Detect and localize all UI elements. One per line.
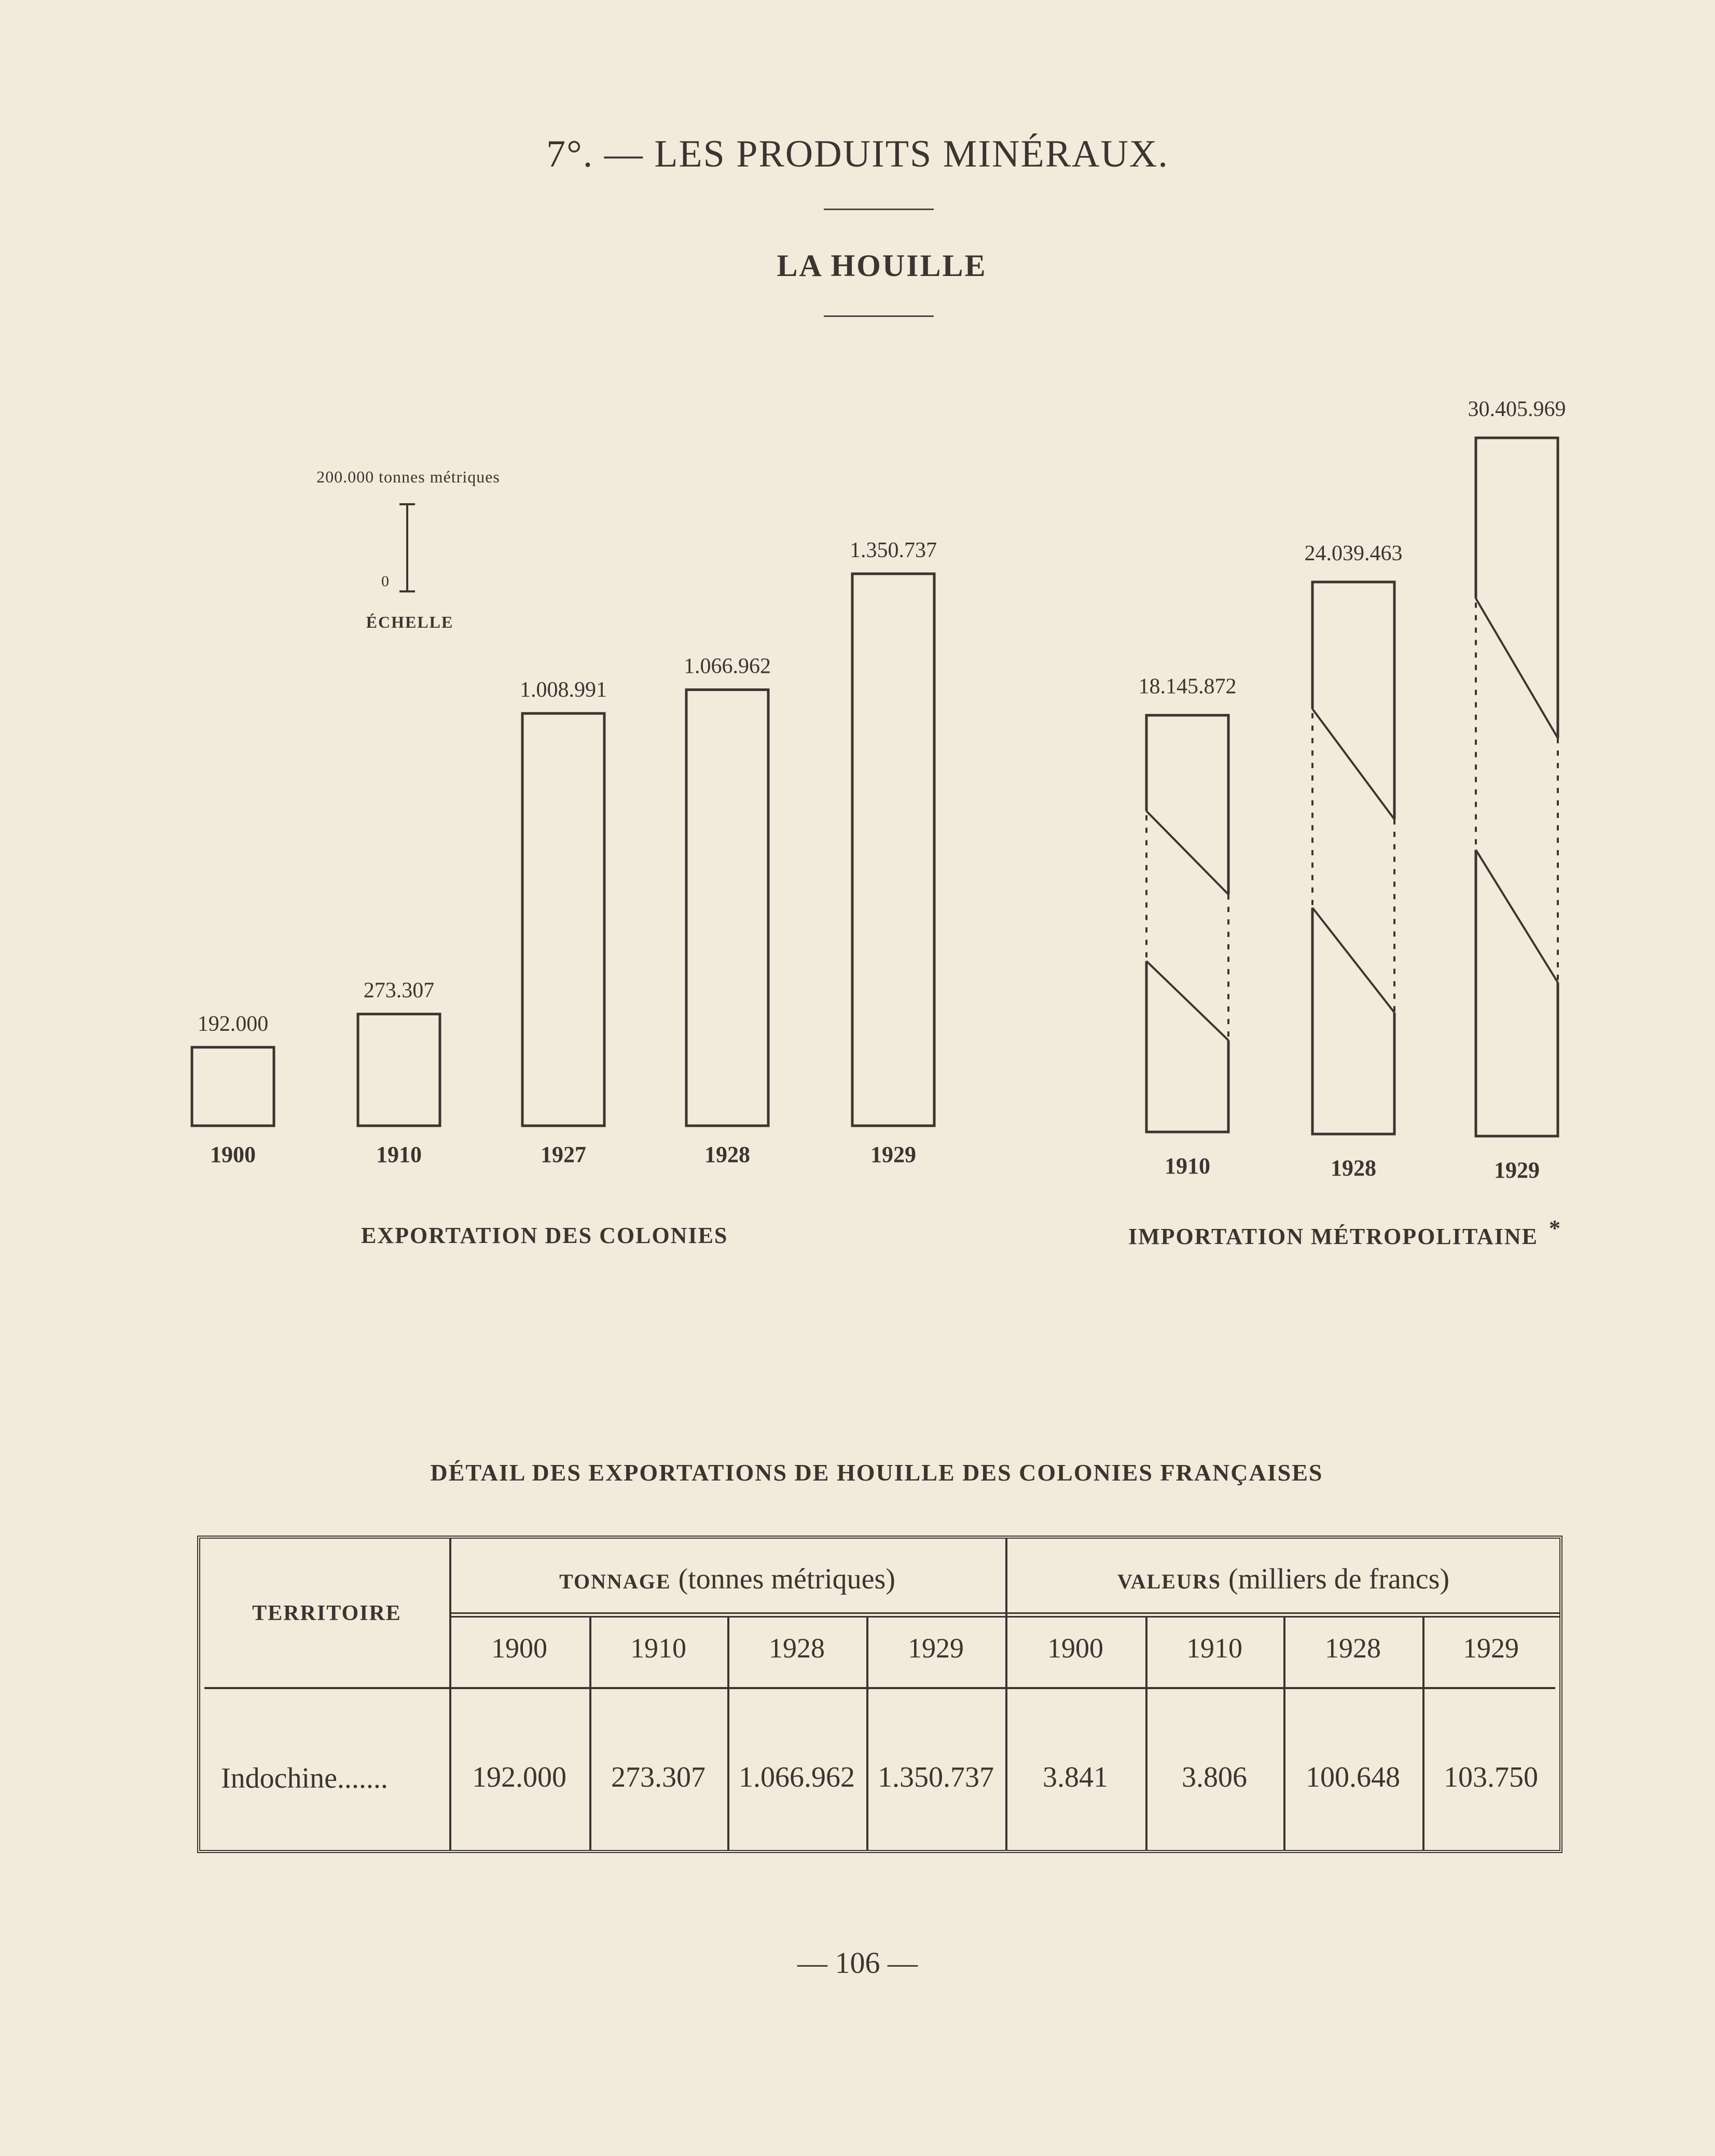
year-header: 1929	[1463, 1633, 1519, 1664]
import-value-label: 30.405.969	[1468, 397, 1566, 421]
table-cell: 3.806	[1182, 1761, 1247, 1793]
scale-indicator	[316, 467, 500, 631]
export-bar-1910	[358, 1014, 440, 1126]
export-category-label: 1927	[541, 1142, 586, 1167]
subtitle: LA HOUILLE	[777, 248, 987, 283]
export-caption: EXPORTATION DES COLONIES	[361, 1223, 728, 1248]
import-category-label: 1929	[1494, 1157, 1540, 1183]
year-header: 1928	[1325, 1633, 1381, 1664]
year-header: 1929	[908, 1633, 964, 1664]
page-number: — 106 —	[797, 1946, 918, 1980]
export-value-label: 192.000	[197, 1012, 269, 1036]
col-territoire: TERRITOIRE	[252, 1601, 402, 1625]
export-value-label: 273.307	[363, 978, 435, 1003]
group-valeurs: VALEURS (milliers de francs)	[1117, 1563, 1450, 1595]
scale-caption: ÉCHELLE	[366, 613, 454, 631]
import-bar-1910	[1146, 715, 1228, 1132]
import-caption-text: IMPORTATION MÉTROPOLITAINE	[1128, 1224, 1538, 1249]
row-territoire: Indochine.......	[221, 1762, 388, 1794]
table-cell: 1.066.962	[739, 1761, 855, 1793]
import-caption-mark: *	[1548, 1215, 1561, 1241]
import-bars	[1139, 397, 1566, 1183]
export-value-label: 1.350.737	[850, 538, 937, 562]
export-bar-1928	[686, 690, 768, 1126]
table-cell: 103.750	[1444, 1761, 1538, 1793]
exports-table	[197, 1536, 1562, 1853]
export-bars	[192, 538, 937, 1167]
scale-label: 200.000 tonnes métriques	[316, 467, 500, 486]
table-cell: 192.000	[472, 1761, 566, 1793]
table-title: DÉTAIL DES EXPORTATIONS DE HOUILLE DES COLONIES FRANÇAISES	[430, 1459, 1323, 1486]
export-value-label: 1.008.991	[520, 678, 607, 702]
scale-zero: 0	[381, 573, 389, 590]
import-category-label: 1910	[1165, 1153, 1210, 1179]
import-category-label: 1928	[1331, 1155, 1376, 1181]
table-cell: 1.350.737	[878, 1761, 994, 1793]
year-header: 1900	[1047, 1633, 1103, 1664]
import-bar-1929	[1476, 438, 1558, 1136]
export-bar-1927	[522, 713, 604, 1126]
export-category-label: 1928	[704, 1142, 750, 1167]
page-title: 7°. — LES PRODUITS MINÉRAUX.	[546, 133, 1169, 175]
table-cell: 100.648	[1306, 1761, 1400, 1793]
year-header: 1910	[630, 1633, 686, 1664]
export-category-label: 1929	[870, 1142, 916, 1167]
import-value-label: 24.039.463	[1304, 541, 1403, 565]
table-cell: 3.841	[1043, 1761, 1108, 1793]
year-header: 1910	[1186, 1633, 1242, 1664]
export-bar-1929	[852, 574, 934, 1126]
export-category-label: 1910	[376, 1142, 422, 1167]
import-caption	[1128, 1215, 1561, 1250]
export-value-label: 1.066.962	[684, 654, 771, 679]
export-category-label: 1900	[210, 1142, 256, 1167]
import-value-label: 18.145.872	[1138, 674, 1237, 699]
import-bar-1928	[1312, 582, 1394, 1134]
table-cell: 273.307	[611, 1761, 706, 1793]
group-tonnage: TONNAGE (tonnes métriques)	[559, 1563, 895, 1595]
export-bar-1900	[192, 1047, 274, 1126]
year-header: 1928	[769, 1633, 825, 1664]
year-header: 1900	[491, 1633, 547, 1664]
